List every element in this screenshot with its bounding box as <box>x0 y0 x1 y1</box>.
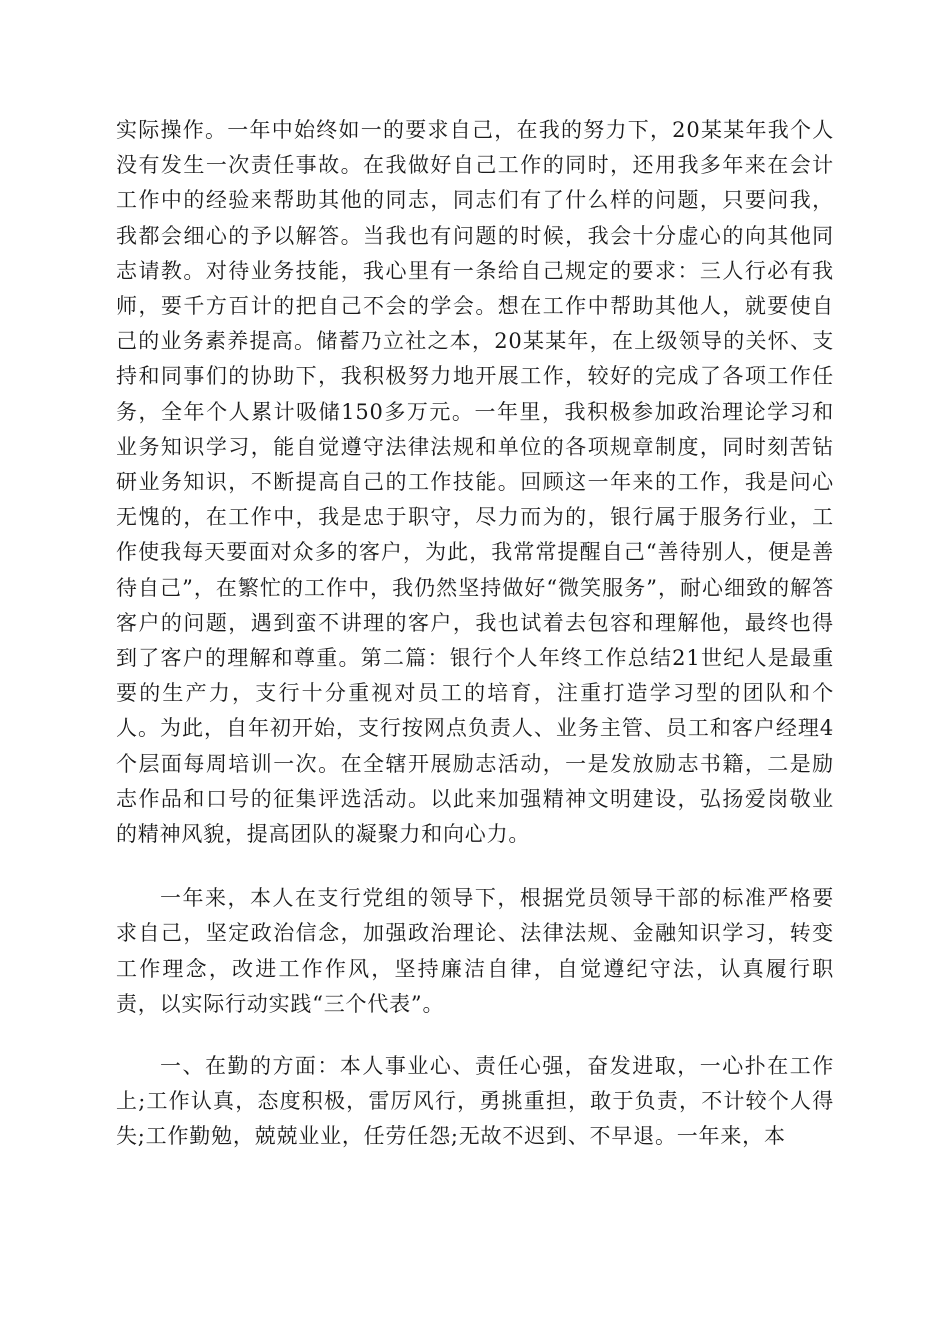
paragraph-3: 一、在勤的方面：本人事业心、责任心强，奋发进取，一心扑在工作上;工作认真，态度积极，雷厉风行，勇挑重担，敢于负责，不计较个人得失;工作勤勉，兢兢业业，任劳任怨;无故不迟到、不早退。一年来，本 <box>116 1054 834 1149</box>
document-page <box>116 113 834 1155</box>
paragraph-2: 一年来，本人在支行党组的领导下，根据党员领导干部的标准严格要求自己，坚定政治信念，加强政治理论、法律法规、金融知识学习，转变工作理念，改进工作作风，坚持廉洁自律，自觉遵纪守法，认真履行职责，以实际行动实践“三个代表”。 <box>116 886 834 1016</box>
paragraph-1: 实际操作。一年中始终如一的要求自己，在我的努力下，20某某年我个人没有发生一次责任事故。在我做好自己工作的同时，还用我多年来在会计工作中的经验来帮助其他的同志，同志们有了什么样的问题，只要问我，我都会细心的予以解答。当我也有问题的时候，我会十分虚心的向其他同志请教。对待业务技能，我心里有一条给自己规定的要求：三人行必有我师，要千方百计的把自己不会的学会。想在工作中帮助其他人，就要使自己的业务素养提高。储蓄乃立社之本，20某某年，在上级领导的关怀、支持和同事们的协助下，我积极努力地开展工作，较好的完成了各项工作任务，全年个人累计吸储150多万元。一年里，我积极参加政治理论学习和业务知识学习，能自觉遵守法律法规和单位的各项规章制度，同时刻苦钻研业务知识，不断提高自己的工作技能。回顾这一年来的工作，我是问心无愧的，在工作中，我是忠于职守，尽力而为的，银行属于服务行业，工作使我每天要面对众多的客户，为此，我常常提醒自己“善待别人，便是善待自己”，在繁忙的工作中，我仍然坚持做好“微笑服务”，耐心细致的解答客户的问题，遇到蛮不讲理的客户，我也试着去包容和理解他，最终也得到了客户的理解和尊重。第二篇：银行个人年终工作总结21世纪人是最重要的生产力，支行十分重视对员工的培育，注重打造学习型的团队和个人。为此，自年初开始，支行按网点负责人、业务主管、员工和客户经理4个层面每周培训一次。在全辖开展励志活动，一是发放励志书籍，二是励志作品和口号的征集评选活动。以此来加强精神文明建设，弘扬爱岗敬业的精神风貌，提高团队的凝聚力和向心力。 <box>116 118 834 847</box>
